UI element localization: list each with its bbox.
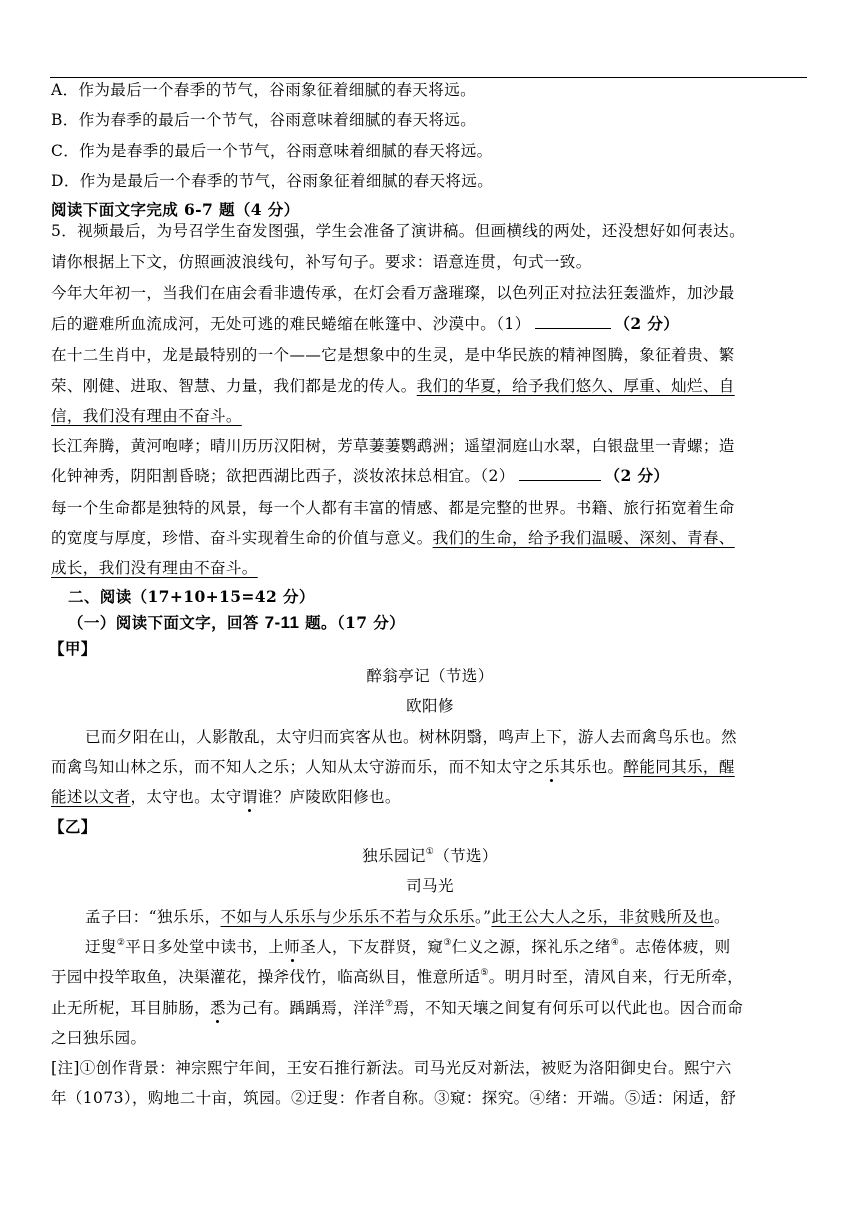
passage-1-line-1: 今年大年初一，当我们在庙会看非遗传承，在灯会看万盏璀璨，以色列正对拉法狂轰滥炸，加沙最 bbox=[51, 284, 735, 302]
text-jia-title: 醉翁亭记（节选） bbox=[366, 667, 494, 685]
option-d: D．作为是最后一个春季的节气，谷雨象征着细腻的春天将远。 bbox=[51, 172, 494, 190]
dotted-word: 师 bbox=[284, 938, 301, 956]
text-jia-line-2-a: 而禽鸟知山林之乐，而不知人之乐；人知从太守游而乐，而不知太守之 bbox=[51, 758, 544, 776]
footnote-marker: ④ bbox=[610, 938, 620, 948]
passage-4-text: 的宽度与厚度，珍惜、奋斗实现着生命的价值与意义。 bbox=[51, 529, 433, 547]
header-rule bbox=[50, 77, 807, 78]
option-c: C．作为是春季的最后一个节气，谷雨意味着细腻的春天将远。 bbox=[51, 142, 493, 160]
text-yi-line-4-b: 为己有。踽踽焉，洋洋 bbox=[225, 999, 385, 1017]
subsection-title-a: （一）阅读下面文字，回答 bbox=[68, 613, 265, 632]
score-label-2: （2 分） bbox=[604, 466, 670, 485]
footnote-marker: ⑦ bbox=[384, 999, 394, 1009]
text-jia-author: 欧阳修 bbox=[406, 697, 454, 715]
footnote-marker: ③ bbox=[443, 938, 452, 948]
passage-3-text: 化钟神秀，阴阳割昏晓；欲把西湖比西子，淡妆浓抹总相宜。（2） bbox=[51, 467, 515, 485]
dotted-word: 谓 bbox=[241, 788, 258, 806]
text-yi-line-2-a: 迂叟 bbox=[85, 938, 117, 956]
answer-blank-2[interactable] bbox=[519, 466, 601, 481]
text-yi-title-main: 独乐园记 bbox=[362, 847, 426, 865]
passage-2-text: 荣、刚健、进取、智慧、力量，我们都是龙的传人。 bbox=[51, 377, 417, 395]
text-yi-line-3-b: 。明月时至，清风自来，行无所牵， bbox=[488, 968, 744, 986]
underlined-sentence-end: 能述以文者 bbox=[51, 788, 131, 806]
question-heading: 阅读下面文字完成 6-7 题（4 分） bbox=[51, 200, 300, 219]
footnote-marker: ① bbox=[425, 847, 435, 857]
dotted-word: 乐 bbox=[543, 758, 560, 776]
text-jia-line-2 bbox=[51, 757, 735, 777]
text-yi-line-3-a: 于园中投竿取鱼，决渠灌花，操斧伐竹，临高纵目，惟意所适 bbox=[51, 968, 481, 986]
text-yi-title-tail: （节选） bbox=[434, 847, 498, 865]
question-prompt: 5．视频最后，为号召学生奋发图强，学生会准备了演讲稿。但画横线的两处，还没想好如何表达。 bbox=[51, 222, 745, 240]
passage-3-line-1: 长江奔腾，黄河咆哮；晴川历历汉阳树，芳草萋萋鹦鹉洲；遥望洞庭山水翠，白银盘里一青螺；造 bbox=[51, 437, 735, 455]
text-yi-line-1-a: 孟子曰：“独乐乐， bbox=[85, 908, 221, 926]
passage-2-line-1: 在十二生肖中，龙是最特别的一个——它是想象中的生灵，是中华民族的精神图腾，象征着贵、繁 bbox=[51, 346, 735, 364]
annotation-line-1: [注]①创作背景：神宗熙宁年间，王安石推行新法。司马光反对新法，被贬为洛阳御史台。熙宁六 bbox=[51, 1059, 732, 1077]
answer-blank-1[interactable] bbox=[535, 314, 611, 329]
passage-4-line-1: 每一个生命都是独特的风景，每一个人都有丰富的情感、都是完整的世界。书籍、旅行拓宽着生命 bbox=[51, 499, 735, 517]
dotted-word: 悉 bbox=[210, 999, 226, 1017]
text-yi-title bbox=[0, 846, 860, 866]
underlined-sentence: 不如与人乐乐与少乐乐不若与众乐乐 bbox=[220, 908, 475, 926]
passage-1-line-2 bbox=[51, 314, 679, 334]
text-jia-line-1: 已而夕阳在山，人影散乱，太守归而宾客从也。树林阴翳，鸣声上下，游人去而禽鸟乐也。然 bbox=[85, 728, 737, 746]
text-jia-line-2-b: 其乐也。 bbox=[559, 758, 624, 776]
footnote-marker: ⑤ bbox=[480, 968, 489, 978]
text-yi-line-2-e: 。志倦体疲，则 bbox=[619, 938, 731, 956]
option-a: A．作为最后一个春季的节气，谷雨象征着细腻的春天将远。 bbox=[51, 81, 476, 99]
text-yi-line-1-c: 。 bbox=[714, 908, 730, 926]
text-jia-line-3 bbox=[51, 787, 401, 807]
section-title: 二、阅读（17+10+15=42 分） bbox=[68, 587, 315, 606]
text-jia-tag: 【甲】 bbox=[49, 639, 97, 658]
text-yi-line-2-b: 平日多处堂中读书，上 bbox=[125, 938, 285, 956]
text-yi-line-4 bbox=[51, 998, 743, 1018]
text-yi-tag: 【乙】 bbox=[49, 817, 97, 836]
wavy-sentence-1-end: 信，我们没有理由不奋斗。 bbox=[51, 407, 242, 425]
score-label-1: （2 分） bbox=[614, 314, 680, 333]
text-yi-line-2-c: 圣人，下友群贤，窥 bbox=[300, 938, 444, 956]
wavy-sentence-2: 我们的生命，给予我们温暖、深刻、青春、 bbox=[432, 529, 735, 547]
text-yi-line-2 bbox=[85, 937, 731, 957]
passage-4-line-2 bbox=[51, 528, 735, 548]
text-yi-author: 司马光 bbox=[406, 877, 454, 895]
text-yi-line-4-a: 止无所柅，耳目肺肠， bbox=[51, 999, 211, 1017]
text-yi-line-1 bbox=[85, 907, 730, 927]
subsection-title-c: 题。（17 分） bbox=[299, 613, 406, 632]
text-yi-line-2-d: 仁义之源，探礼乐之绪 bbox=[451, 938, 611, 956]
wavy-sentence-1: 我们的华夏，给予我们悠久、厚重、灿烂、自 bbox=[416, 377, 735, 395]
wavy-sentence-2-end: 成长，我们没有理由不奋斗。 bbox=[51, 559, 258, 577]
subsection-range: 7-11 bbox=[264, 613, 300, 632]
underlined-sentence: 此王公大人之乐，非贫贱所及也 bbox=[491, 908, 715, 926]
text-yi-line-5: 之曰独乐园。 bbox=[51, 1029, 147, 1047]
passage-2-line-2 bbox=[51, 376, 735, 396]
text-jia-line-3-b: 谁？庐陵欧阳修也。 bbox=[257, 788, 401, 806]
text-yi-line-1-b: 。” bbox=[474, 908, 492, 926]
annotation-line-2: 年（1073），购地二十亩，筑园。②迂叟：作者自称。③窥：探究。④绪：开端。⑤适：闲适，舒 bbox=[51, 1089, 737, 1107]
text-yi-line-4-c: 焉，不知天壤之间复有何乐可以代此也。因合而命 bbox=[393, 999, 744, 1017]
question-requirements: 请你根据上下文，仿照画波浪线句，补写句子。要求：语意连贯，句式一致。 bbox=[51, 253, 592, 271]
text-jia-line-3-a: ，太守也。太守 bbox=[130, 788, 242, 806]
footnote-marker: ② bbox=[116, 938, 126, 948]
passage-1-text: 后的避难所血流成河，无处可逃的难民蜷缩在帐篷中、沙漠中。（1） bbox=[51, 315, 531, 333]
subsection-title bbox=[68, 613, 405, 633]
text-yi-line-3 bbox=[51, 967, 743, 987]
underlined-sentence: 醉能同其乐，醒 bbox=[623, 758, 735, 776]
passage-3-line-2 bbox=[51, 466, 669, 486]
option-b: B．作为春季的最后一个节气，谷雨意味着细腻的春天将远。 bbox=[51, 111, 477, 129]
